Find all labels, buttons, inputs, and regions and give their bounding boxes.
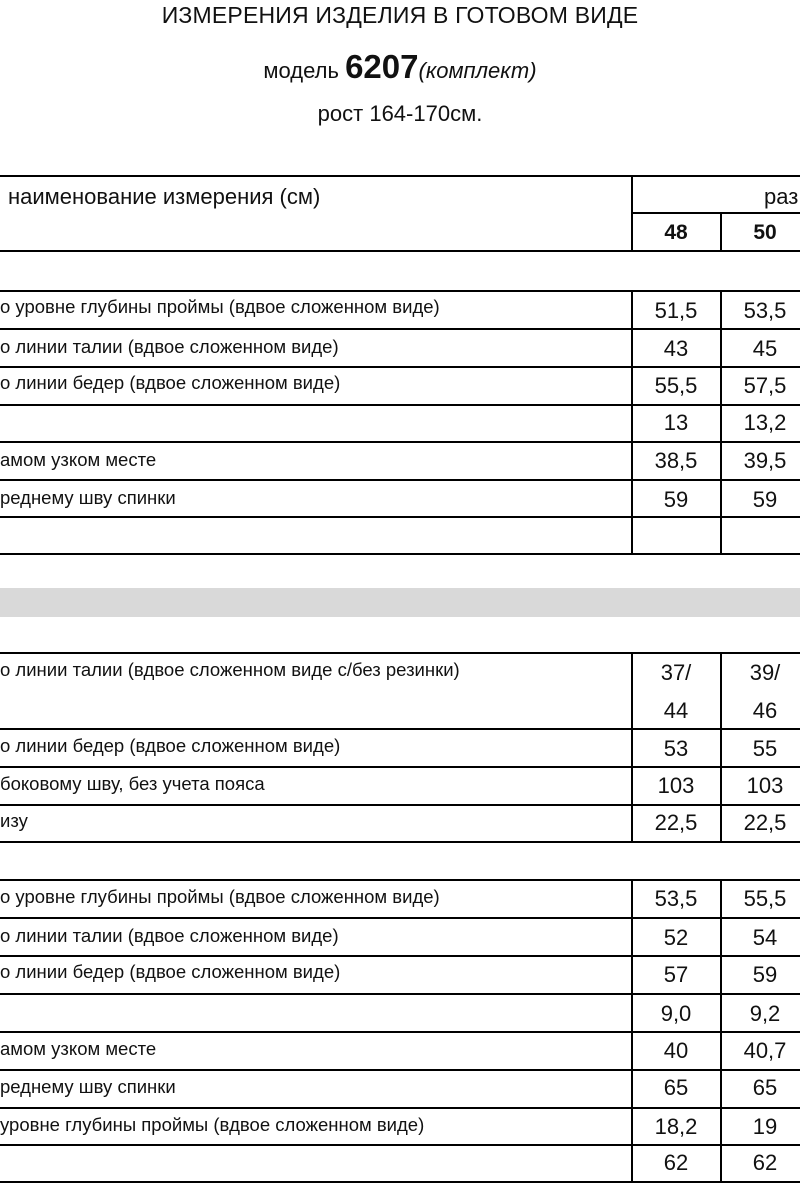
value-50: 59 [752,962,778,987]
size-48-header: 48 [664,221,688,244]
value-50: 39/ [749,660,781,685]
value-48: 53,5 [654,886,698,911]
value-50: 40,7 [743,1038,787,1063]
document-title: ИЗМЕРЕНИЯ ИЗДЕЛИЯ В ГОТОВОМ ВИДЕ [161,2,639,28]
value-50: 13,2 [743,410,787,435]
size-50-header: 50 [753,221,777,244]
value-48: 38,5 [654,448,698,473]
grid-line [0,879,800,881]
value-48: 22,5 [654,810,698,835]
column-header-name: наименование измерения (см) [8,184,321,209]
value-48: 52 [663,925,689,950]
value-48: 13 [663,410,689,435]
model-line [0,48,800,86]
grid-line [0,1107,800,1109]
row-label: о линии талии (вдвое сложенном виде) [0,336,339,357]
value-50: 59 [752,487,778,512]
value-50: 22,5 [743,810,787,835]
value-50: 39,5 [743,448,787,473]
row-label: амом узком месте [0,449,157,470]
grid-line [0,841,800,843]
row-label: уровне глубины проймы (вдвое сложенном виде) [0,1114,425,1135]
row-label: о линии бедер (вдвое сложенном виде) [0,372,341,393]
row-label: изу [0,810,28,831]
grid-line [0,955,800,957]
value-50: 55 [752,736,778,761]
value-50: 19 [752,1114,778,1139]
row-label: о линии бедер (вдвое сложенном виде) [0,961,341,982]
row-label: о линии талии (вдвое сложенном виде с/без резинки) [0,659,460,680]
row-label: амом узком месте [0,1038,157,1059]
value-48: 44 [663,698,689,723]
value-50: 9,2 [749,1001,781,1026]
model-suffix: (комплект) [418,58,537,83]
grid-line [0,917,800,919]
grid-line [0,175,800,177]
value-50: 57,5 [743,373,787,398]
value-48: 40 [663,1038,689,1063]
row-label: о линии бедер (вдвое сложенном виде) [0,735,341,756]
grid-line [631,212,800,214]
grid-line [0,728,800,730]
grid-line [720,212,722,250]
value-48: 18,2 [654,1114,698,1139]
row-label: боковому шву, без учета пояса [0,773,265,794]
value-48: 103 [657,773,695,798]
row-label: реднему шву спинки [0,487,176,508]
grid-line [631,175,633,250]
grid-line [0,479,800,481]
grid-line [0,366,800,368]
row-label: о линии талии (вдвое сложенном виде) [0,925,339,946]
row-label: реднему шву спинки [0,1076,176,1097]
grid-line [0,553,800,555]
model-number: 6207 [345,48,419,85]
grid-line [0,1031,800,1033]
column-header-size: раз [764,184,799,209]
value-50: 62 [752,1150,778,1175]
value-50: 54 [752,925,778,950]
value-50: 65 [752,1075,778,1100]
grid-line [0,1181,800,1183]
value-48: 62 [663,1150,689,1175]
value-50: 46 [752,698,778,723]
grid-line [0,328,800,330]
row-label: о уровне глубины проймы (вдвое сложенном виде) [0,296,440,317]
value-48: 65 [663,1075,689,1100]
grid-line [0,290,800,292]
grid-line [0,441,800,443]
grid-line [0,766,800,768]
value-48: 43 [663,336,689,361]
value-48: 57 [663,962,689,987]
value-50: 45 [752,336,778,361]
value-48: 53 [663,736,689,761]
value-48: 59 [663,487,689,512]
value-50: 55,5 [743,886,787,911]
model-prefix: модель [263,58,339,83]
section-separator [0,588,800,617]
value-48: 51,5 [654,298,698,323]
grid-line [0,652,800,654]
value-50: 103 [746,773,784,798]
grid-line [0,993,800,995]
grid-line [0,250,800,252]
value-50: 53,5 [743,298,787,323]
value-48: 9,0 [660,1001,692,1026]
value-48: 55,5 [654,373,698,398]
value-48: 37/ [660,660,692,685]
row-label: о уровне глубины проймы (вдвое сложенном виде) [0,886,440,907]
height-range: рост 164-170см. [317,101,483,126]
